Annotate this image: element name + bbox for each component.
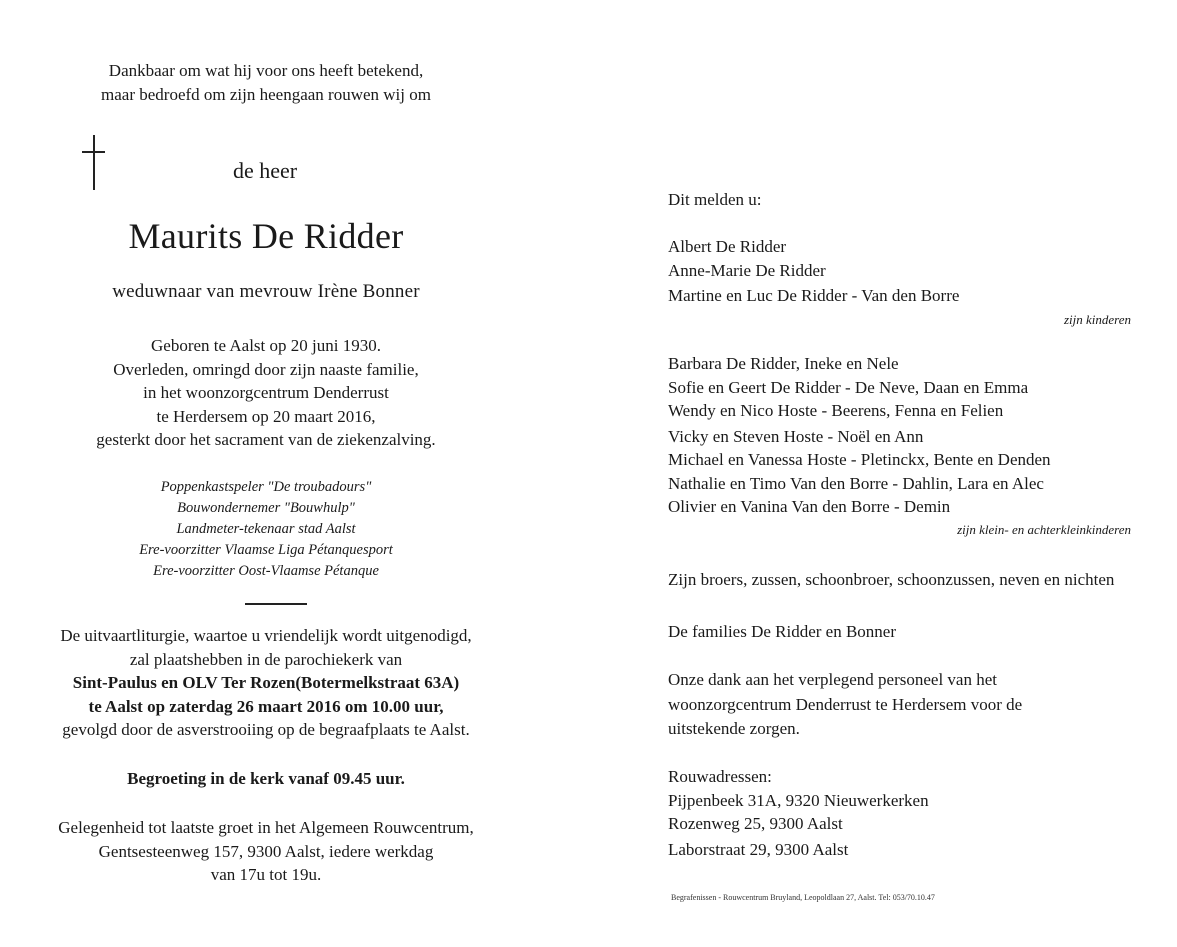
funeral-line: zal plaatshebben in de parochiekerk van (129, 649, 403, 669)
life-line: in het woonzorgcentrum Denderrust (143, 383, 389, 402)
spouse-line: weduwnaar van mevrouw Irène Bonner (112, 281, 420, 302)
address-item: Laborstraat 29, 9300 Aalst (668, 839, 849, 859)
greeting: Begroeting in de kerk vanaf 09.45 uur. (127, 769, 405, 788)
grandchild-item: Nathalie en Timo Van den Borre - Dahlin, Lara en Alec (668, 473, 1044, 493)
child-item: Martine en Luc De Ridder - Van den Borre (668, 286, 960, 305)
life-line: Geboren te Aalst op 20 juni 1930. (151, 336, 381, 355)
title-item: Ere-voorzitter Oost-Vlaamse Pétanque (153, 563, 379, 579)
thanks (668, 668, 1148, 742)
address-item: Pijpenbeek 31A, 9320 Nieuwerkerken (668, 790, 929, 810)
intro-line: Dankbaar om wat hij voor ons heeft betekend, (108, 61, 424, 80)
funeral-line: gevolgd door de asverstrooiing op de begraafplaats te Aalst. (62, 720, 470, 739)
footer-credit: Begrafenissen - Rouwcentrum Bruyland, Leopoldlaan 27, Aalst. Tel: 053/70.10.47 (671, 893, 935, 902)
grandchildren-list (668, 352, 1148, 519)
title-item: Landmeter-tekenaar stad Aalst (176, 521, 356, 537)
divider (245, 603, 307, 605)
grandchild-item: Michael en Vanessa Hoste - Pletinckx, Bente en Denden (668, 450, 1051, 469)
life-line: te Herdersem op 20 maart 2016, (156, 406, 376, 426)
grandchildren-role: zijn klein- en achterkleinkinderen (957, 522, 1131, 537)
grandchild-item: Barbara De Ridder, Ineke en Nele (668, 354, 899, 373)
child-item: Anne-Marie De Ridder (668, 260, 826, 280)
thanks-line: uitstekende zorgen. (668, 719, 800, 738)
funeral-info (20, 624, 512, 742)
intro (20, 59, 512, 106)
funeral-line: De uitvaartliturgie, waartoe u vriendelijk wordt uitgenodigd, (60, 626, 472, 645)
child-item: Albert De Ridder (668, 237, 787, 256)
deceased-name: Maurits De Ridder (128, 216, 404, 256)
visit-line: van 17u tot 19u. (210, 865, 322, 884)
grandchild-item: Sofie en Geert De Ridder - De Neve, Daan en Emma (668, 377, 1029, 397)
life-line: Overleden, omringd door zijn naaste familie, (113, 359, 419, 379)
title-item: Ere-voorzitter Vlaamse Liga Pétanquesport (139, 542, 393, 558)
honorific: de heer (232, 158, 298, 183)
families: De families De Ridder en Bonner (668, 622, 897, 641)
visit-line: Gelegenheid tot laatste groet in het Algemeen Rouwcentrum, (58, 818, 474, 837)
thanks-line: woonzorgcentrum Denderrust te Herdersem voor de (668, 694, 1023, 714)
grandchild-item: Wendy en Nico Hoste - Beerens, Fenna en Felien (668, 401, 1004, 420)
life-details (20, 334, 512, 452)
children-role: zijn kinderen (1063, 312, 1131, 327)
title-item: Poppenkastspeler "De troubadours" (160, 479, 372, 495)
cross-icon-bar (82, 151, 105, 153)
siblings: Zijn broers, zussen, schoonbroer, schoonzussen, neven en nichten (668, 570, 1115, 589)
grandchild-item: Olivier en Vanina Van den Borre - Demin (668, 497, 951, 516)
address-item: Rozenweg 25, 9300 Aalst (668, 814, 843, 833)
cross-icon (93, 135, 95, 190)
titles-list (20, 477, 512, 582)
addresses-header: Rouwadressen: (668, 767, 772, 786)
grandchild-item: Vicky en Steven Hoste - Noël en Ann (668, 426, 924, 446)
visitation (20, 816, 512, 887)
thanks-line: Onze dank aan het verplegend personeel van het (668, 670, 997, 689)
children-list (668, 235, 1148, 308)
visit-line: Gentsesteenweg 157, 9300 Aalst, iedere werkdag (98, 841, 434, 861)
funeral-datetime: te Aalst op zaterdag 26 maart 2016 om 10.00 uur, (88, 696, 444, 716)
intro-line: maar bedroefd om zijn heengaan rouwen wij om (101, 84, 431, 104)
announce-header: Dit melden u: (668, 190, 762, 209)
mourning-addresses (668, 765, 1148, 861)
life-line: gesterkt door het sacrament van de ziekenzalving. (96, 430, 436, 449)
title-item: Bouwondernemer "Bouwhulp" (177, 500, 355, 516)
church-location: Sint-Paulus en OLV Ter Rozen(Botermelkstraat 63A) (72, 673, 460, 692)
